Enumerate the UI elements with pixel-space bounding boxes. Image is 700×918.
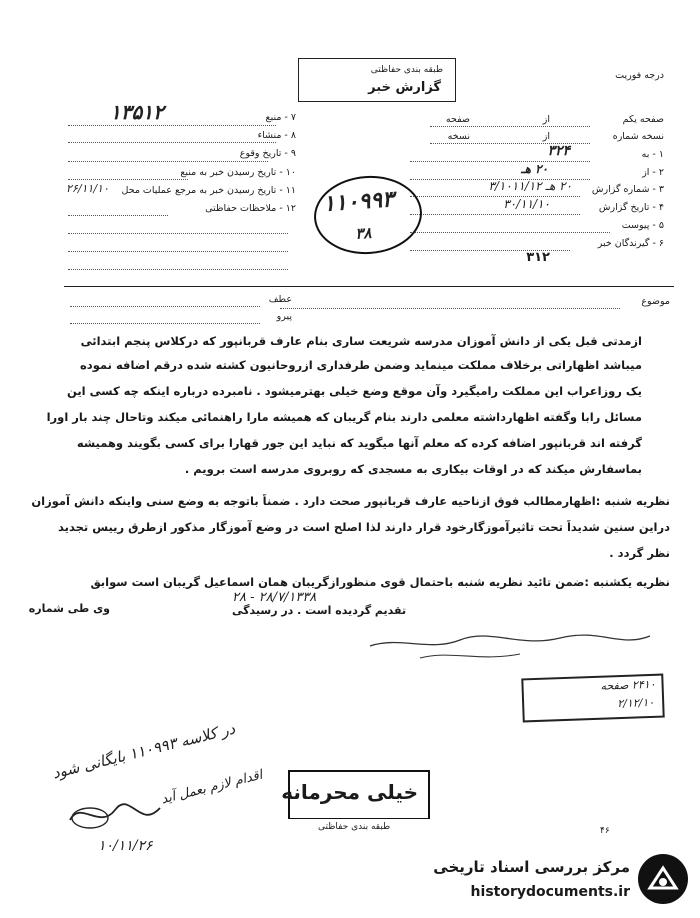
left-field-line [68,125,276,126]
left-field-line [68,161,268,162]
left-field-line [68,215,168,216]
copy-field-end: نسخه [447,131,470,142]
submit-handwritten-number: ۲۸/۷/۱۳۳۸ - ۲۸ [232,590,317,605]
evaluation-line: دراین سنین شدیداً تحت تاثیرآموزگارخود قرار دارند لذا اصلح است در وضع آموزگار مذکور ازطرق رییس تجدید [58,520,670,534]
left-field-line [68,142,276,143]
copy-field-mid: از [542,131,550,142]
origin-label: ۸ - منشاء [257,130,296,141]
news-to-authority-date-value: ۲۶/۱۱/۱۰ [66,182,109,195]
from-field-value: ۲۰ هـ [521,162,548,176]
receipt-stamp-line1: ۲۴۱۰ صفحه [600,677,656,693]
handwritten-signature [60,790,170,840]
right-field-line [410,214,580,215]
receipt-stamp-line2: ۲/۱۲/۱۰ [617,695,655,711]
evaluation-line: نظریه شنبه :اظهارمطالب فوق ازناحیه عارف قربانپور صحت دارد . ضمناً باتوجه به وضع سنی واینکه دانش آموزان [31,494,670,508]
evaluation-line: نظر گردد . [609,546,670,560]
to-field-label: ۱ - به [641,149,664,160]
peyro-line [70,323,260,324]
handwritten-note-action: اقدام لازم بعمل آید [159,767,265,808]
right-field-line [410,179,590,180]
source-label: ۷ - منبع [265,112,296,123]
footer-page-number: ۴۶ [600,826,610,836]
occurrence-date-label: ۹ - تاریخ وقوع [239,148,296,159]
news-to-authority-date-label: ۱۱ - تاریخ رسیدن خبر به مرجع عملیات محل [121,185,296,196]
security-notes-label: ۱۲ - ملاحظات حفاظتی [205,203,296,214]
filing-sub-number: ۳۸ [354,223,373,243]
left-field-line [68,233,288,234]
body-line: ازمدتی قبل یکی از دانش آموزان مدرسه شریعت ساری بنام عارف قربانپور که درکلاس پنجم ابتدائی [80,334,642,348]
peyro-label: پیرو [276,311,292,322]
header-divider [64,286,674,287]
right-field-line [430,143,590,144]
right-field-line [410,232,610,233]
right-field-line [410,161,590,162]
submit-prefix: وی طی شماره [28,602,110,615]
body-line: بماسفارش میکند که در اوقات بیکاری به مسجدی که روبروی مدرسه است برویم . [184,462,642,476]
page-field-label: صفحه یکم [622,114,664,125]
report-date-label: ۴ - تاریخ گزارش [598,202,664,213]
body-line: مسائل رابا وگفته اظهارداشته معلمی دارند بنام گریبان که همیشه مارا راهنمائی میکند وتاحال چند بار اورا [46,410,642,424]
filing-number-stamp [311,172,424,257]
copy-field-label: نسخه شماره [612,131,664,142]
report-title: گزارش خبر [368,80,441,95]
right-field-line [410,196,580,197]
body-line: یک روزاعراب این مملکت رامیگیرد وآن موقع وضع خیلی بهترمیشود . نامبرده درباره اینکه چه کسی این [67,384,642,398]
handwritten-note-date: ۱۰/۱۱/۲۶ [98,838,153,854]
left-field-line [68,251,288,252]
filing-number: ۱۱۰۹۹۳ [322,186,395,218]
page-field-mid: از [542,114,550,125]
subject-line [280,308,620,309]
watermark [406,848,694,914]
to-field-value: ۳۲۴ [547,143,570,159]
classification-level-label: طبقه بندی حفاظتی [370,65,443,75]
recipients-value: ۳۱۲ [526,250,550,265]
right-field-line [410,250,570,251]
news-to-source-date-label: ۱۰ - تاریخ رسیدن خبر به منبع [180,167,296,178]
report-number-label: ۳ - شماره گزارش [591,184,664,195]
recipients-label: ۶ - گیرندگان خبر [597,238,664,249]
submit-suffix: تقدیم گردیده است . در رسیدگی [232,604,407,617]
report-number-value: ۲۰ هـ ۳/۱۰۱۱/۱۲ [488,179,572,193]
atf-line [70,306,260,307]
right-field-lines [430,126,590,127]
classification-header-box [298,58,456,102]
report-date-value: ۳۰/۱۱/۱۰ [503,197,550,211]
watermark-title: مرکز بررسی اسناد تاریخی [433,858,630,876]
urgency-label: درجه فوریت [615,70,664,81]
footer-classification-label: طبقه بندی حفاظتی [318,822,391,832]
body-line: میباشد اظهاراتی برخلاف مملکت مینماید وضمن طرفداری ازروحانیون کشته شده درقم اضافه نموده [80,358,642,372]
signature-scribble [360,618,660,668]
archive-logo-icon [638,854,688,904]
left-field-line [68,269,288,270]
evaluation-sunday-line: نظریه یکشنبه :ضمن تائید نظریه شنبه باحتمال قوی منظورازگریبان همان اسماعیل گریبان است سوابق [90,575,670,589]
secret-stamp-text: خیلی محرمانه [281,780,418,804]
page-field-end: صفحه [445,114,470,125]
attachment-label: ۵ - پیوست [621,220,664,231]
secret-stamp-box [281,770,430,819]
receipt-stamp [521,674,664,723]
watermark-url: historydocuments.ir [470,884,630,900]
subject-label: موضوع [641,296,670,307]
atf-label: عطف [268,294,292,305]
from-field-label: ۲ - از [642,167,664,178]
body-line: گرفته اند قربانپور اضافه کرده که معلم آنها میگوید که نباید این جور قهارا برای کسی بگویند وهمیشه [76,436,642,450]
left-field-line [68,179,188,180]
handwritten-note-filing: در کلاسه ۱۱۰۹۹۳ بایگانی شود [50,719,237,783]
source-value: ۱۳۵۱۲ [110,100,164,124]
